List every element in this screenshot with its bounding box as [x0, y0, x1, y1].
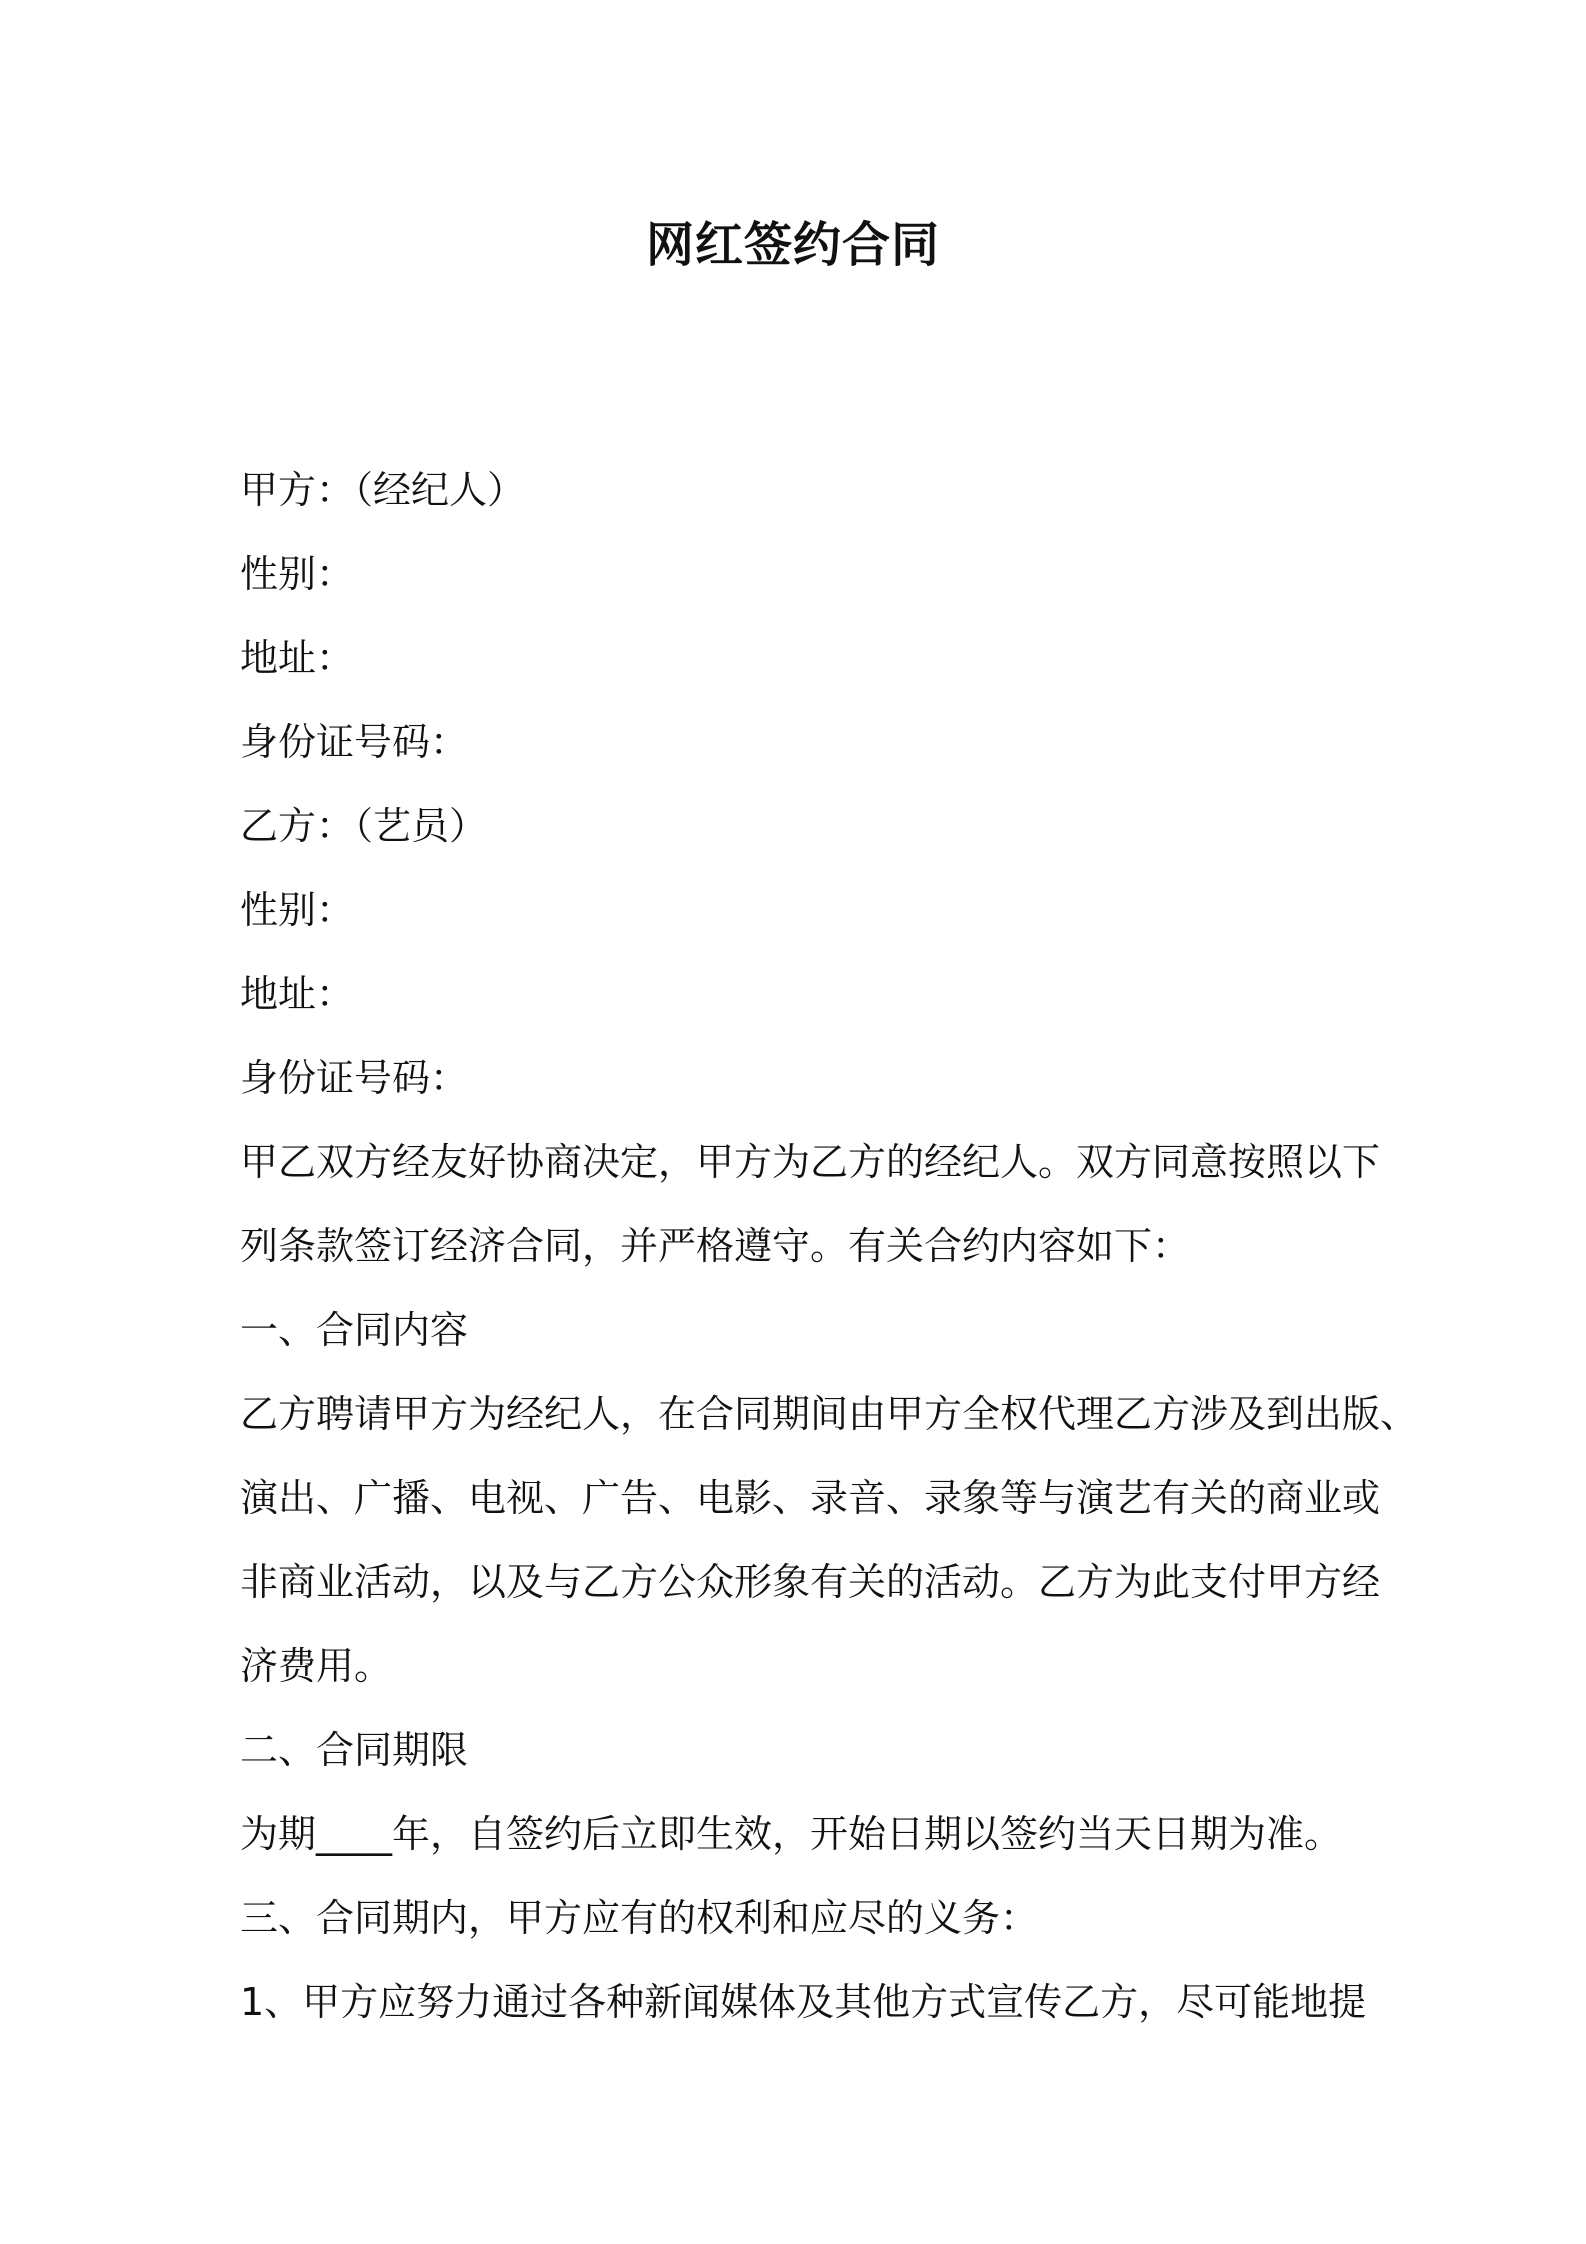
section-heading-content: 一、合同内容	[240, 1308, 469, 1352]
section-heading-term: 二、合同期限	[240, 1728, 469, 1772]
party-a-gender: 性别：	[240, 552, 355, 596]
rights-item-line: 1、甲方应努力通过各种新闻媒体及其他方式宣传乙方，尽可能地提	[240, 1980, 1367, 2024]
content-paragraph-line: 非商业活动，以及与乙方公众形象有关的活动。乙方为此支付甲方经	[240, 1560, 1381, 1604]
party-a-address: 地址：	[240, 636, 355, 680]
party-b-address: 地址：	[240, 972, 355, 1016]
party-a-id-number: 身份证号码：	[240, 720, 469, 764]
intro-paragraph-line: 甲乙双方经友好协商决定，甲方为乙方的经纪人。双方同意按照以下	[240, 1140, 1381, 1184]
intro-paragraph-line: 列条款签订经济合同，并严格遵守。有关合约内容如下：	[240, 1224, 1191, 1268]
content-paragraph-line: 演出、广播、电视、广告、电影、录音、录象等与演艺有关的商业或	[240, 1476, 1381, 1520]
term-paragraph-line: 为期____年，自签约后立即生效，开始日期以签约当天日期为准。	[240, 1812, 1343, 1856]
content-paragraph-line: 济费用。	[240, 1644, 393, 1688]
section-heading-rights: 三、合同期内，甲方应有的权利和应尽的义务：	[240, 1896, 1039, 1940]
party-b-gender: 性别：	[240, 888, 355, 932]
party-b-id-number: 身份证号码：	[240, 1056, 469, 1100]
party-b-heading: 乙方：（艺员）	[240, 804, 488, 848]
content-paragraph-line: 乙方聘请甲方为经纪人，在合同期间由甲方全权代理乙方涉及到出版、	[240, 1392, 1419, 1436]
document-body	[240, 448, 1419, 2044]
document-title: 网红签约合同	[645, 217, 940, 273]
party-a-heading: 甲方：（经纪人）	[240, 468, 526, 512]
